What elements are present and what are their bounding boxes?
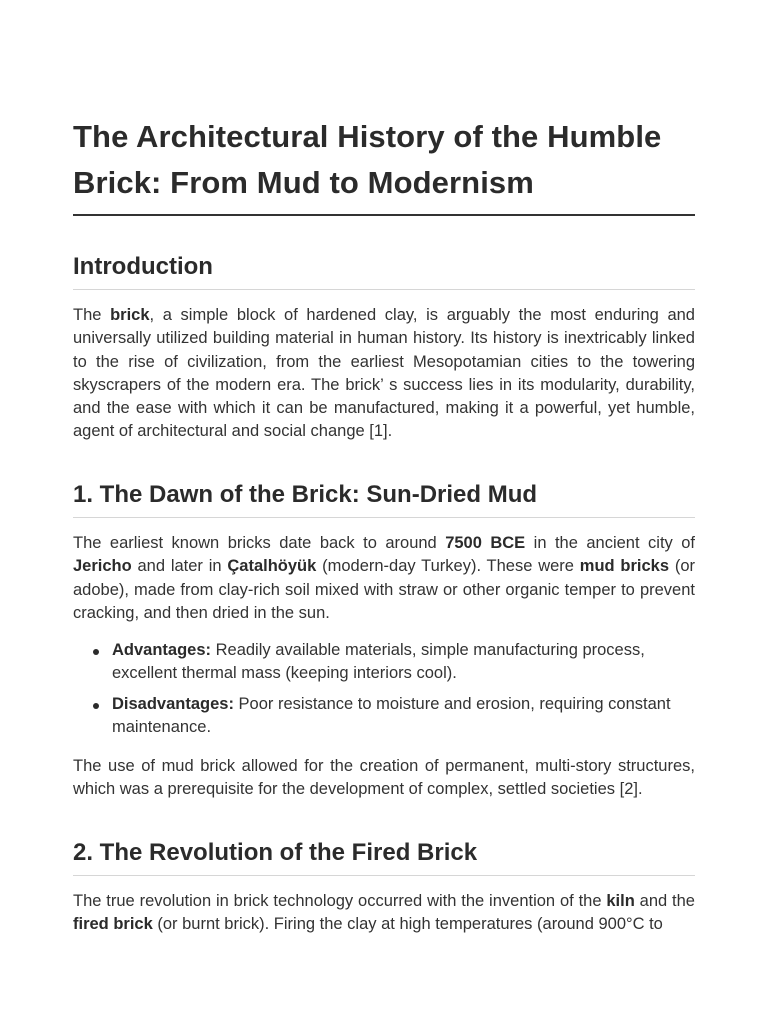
bold-term: kiln <box>606 892 635 910</box>
text-run: and later in <box>131 557 228 576</box>
document-title: The Architectural History of the Humble Brick: From Mud to Modernism <box>73 119 662 200</box>
text-run: and the <box>634 892 695 910</box>
section1-paragraph-1 <box>73 532 695 625</box>
heading-divider <box>73 875 695 876</box>
text-run: , a simple block of hardened clay, is arguably the most enduring and universally utilized building material in human history. Its history is inextricably linked to the rise of civilization, from the earliest Mesopotamian cities to the towering skyscrapers of the modern era. The brick’ s success lies in its modularity, durability, and the ease with which it can be manufactured, making it a powerful, yet humble, agent of architectural and social change [1]. <box>73 306 695 441</box>
text-run: The true revolution in brick technology occurred with the invention of the <box>73 892 607 910</box>
bullet-icon <box>93 703 99 709</box>
intro-paragraph <box>73 304 695 444</box>
heading-introduction: Introduction <box>73 253 213 280</box>
bold-term: Çatalhöyük <box>227 557 317 576</box>
bold-term: fired brick <box>73 915 153 934</box>
heading-divider <box>73 289 695 290</box>
bold-term: mud bricks <box>579 557 670 576</box>
bold-term: brick <box>110 306 150 324</box>
bullet-icon <box>93 649 99 655</box>
text-run: The earliest known bricks date back to around <box>73 534 446 552</box>
section2-paragraph-1 <box>73 890 695 937</box>
pros-cons-list <box>73 639 695 747</box>
list-item <box>73 639 695 686</box>
title-divider <box>73 214 695 216</box>
heading-section-1: 1. The Dawn of the Brick: Sun-Dried Mud <box>73 481 538 508</box>
text-run: (or adobe), made from clay-rich soil mixed with straw or other organic temper to prevent cracking, and then dried in the sun. <box>73 557 695 622</box>
text-run: (modern-day Turkey). These were <box>316 557 580 576</box>
list-item <box>73 693 695 740</box>
bold-term: Jericho <box>73 557 132 576</box>
list-item-text: Poor resistance to moisture and erosion, requiring constant maintenance. <box>112 695 671 737</box>
heading-divider <box>73 517 695 518</box>
bold-term: 7500 BCE <box>445 534 526 552</box>
text-run: in the ancient city of <box>525 534 695 552</box>
list-item-label: Advantages: <box>112 641 212 659</box>
list-item-text: Readily available materials, simple manufacturing process, excellent thermal mass (keeping interiors cool). <box>112 641 645 683</box>
text-run: (or burnt brick). Firing the clay at high temperatures (around 900°C to <box>152 915 663 934</box>
list-item-label: Disadvantages: <box>112 695 234 714</box>
heading-section-2: 2. The Revolution of the Fired Brick <box>73 839 478 866</box>
text-run: The <box>73 306 111 324</box>
section1-paragraph-2: The use of mud brick allowed for the creation of permanent, multi-story structures, which was a prerequisite for the development of complex, settled societies [2]. <box>73 757 695 799</box>
